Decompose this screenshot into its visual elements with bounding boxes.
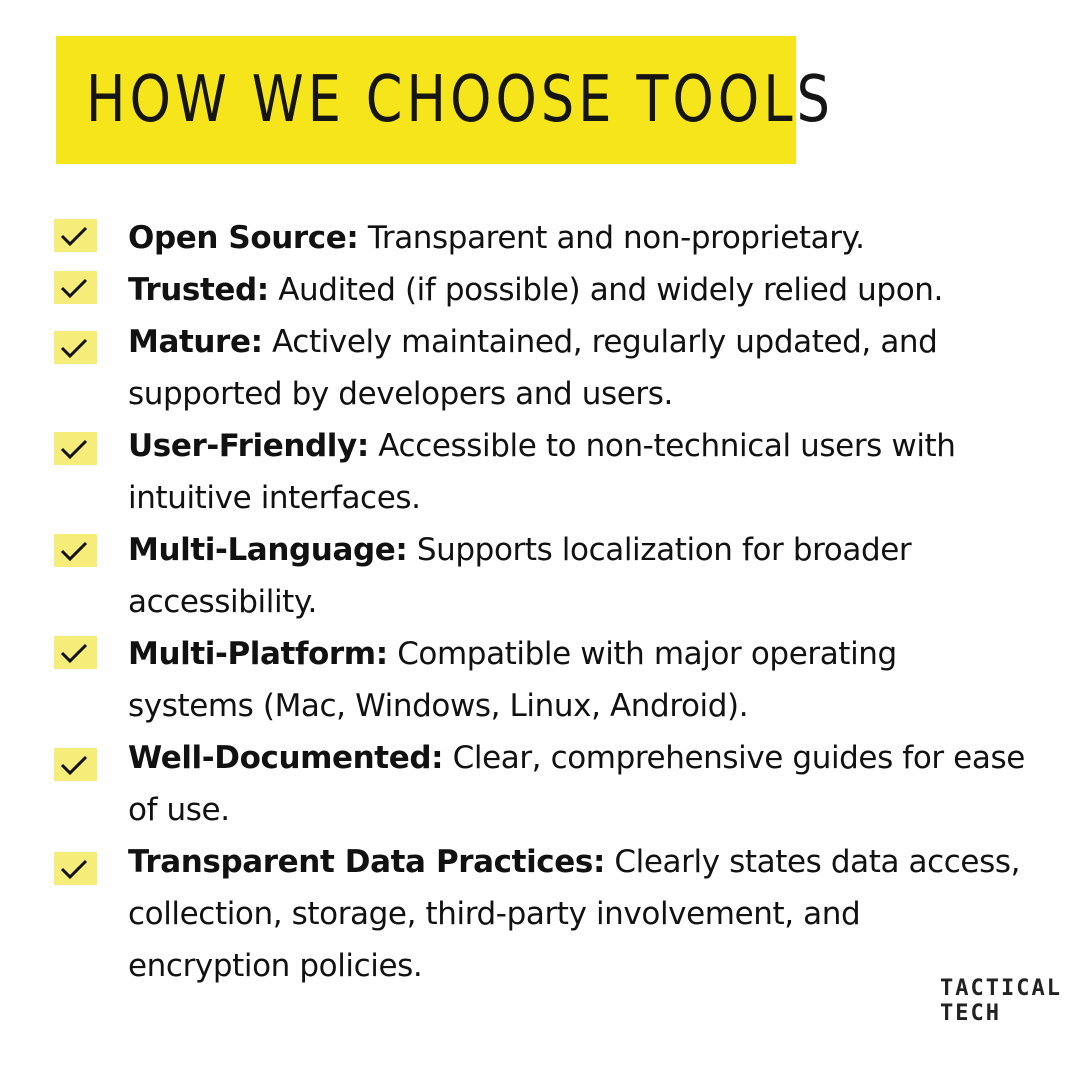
criteria-description: Clearly states data access, collection, storage, third-party involvement, and encryption policies.: [128, 844, 1021, 984]
criteria-term: Trusted:: [128, 272, 269, 308]
tactical-tech-logo: [940, 976, 1062, 1026]
criteria-description: Clear, comprehensive guides for ease of use.: [128, 740, 1025, 828]
criteria-description: Actively maintained, regularly updated, and supported by developers and users.: [128, 324, 938, 412]
logo-line-1: TACTICAL: [940, 976, 1062, 1001]
criteria-description: Compatible with major operating systems (Mac, Windows, Linux, Android).: [128, 636, 897, 724]
checkmark-icon: [54, 331, 97, 364]
criteria-term: Multi-Language:: [128, 532, 408, 568]
criteria-term: Mature:: [128, 324, 263, 360]
criteria-term: Well-Documented:: [128, 740, 444, 776]
criteria-term: Transparent Data Practices:: [128, 844, 605, 880]
criteria-description: Supports localization for broader accessibility.: [128, 532, 912, 620]
criteria-term: User-Friendly:: [128, 428, 369, 464]
criteria-term: Multi-Platform:: [128, 636, 388, 672]
criteria-description: Audited (if possible) and widely relied upon.: [278, 272, 943, 308]
page-title: HOW WE CHOOSE TOOLS: [86, 63, 835, 137]
checkmark-icon: [54, 432, 97, 465]
checkmark-icon: [54, 271, 97, 304]
checkmark-icon: [54, 852, 97, 885]
criteria-description: Accessible to non-technical users with intuitive interfaces.: [128, 428, 956, 516]
logo-line-2: TECH: [940, 1001, 1001, 1026]
criteria-term: Open Source:: [128, 220, 359, 256]
checkmark-icon: [54, 636, 97, 669]
checkmark-icon: [54, 748, 97, 781]
criteria-description: Transparent and non-proprietary.: [367, 220, 865, 256]
checkmark-icon: [54, 534, 97, 567]
checkmark-icon: [54, 219, 97, 252]
